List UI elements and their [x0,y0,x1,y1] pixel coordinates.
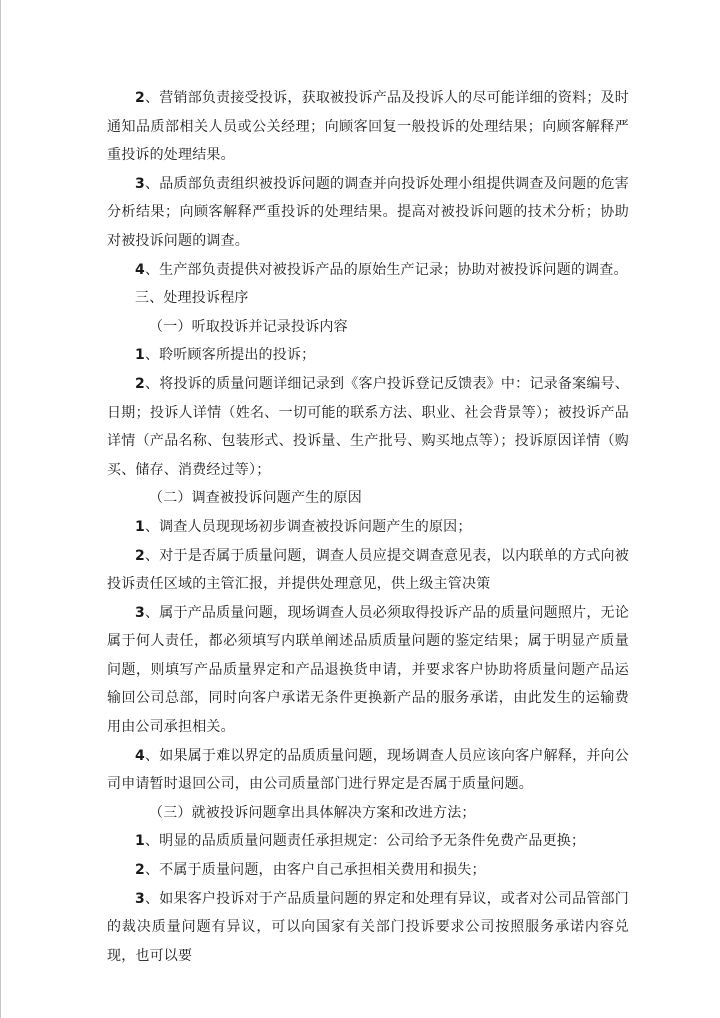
document-body [107,84,629,970]
item-number: 2 [135,547,145,564]
paragraph-text: 、聆听顾客所提出的投诉； [144,347,316,364]
item-number: 1 [135,833,145,850]
item-number: 3 [135,175,145,192]
subheading-record: （一）听取投诉并记录投诉内容 [149,318,348,335]
paragraph-text: 、将投诉的质量问题详细记录到《客户投诉登记反馈表》中：记录备案编号、日期；投诉人详情（姓名、一切可能的联系方法、职业、社会背景等）；被投诉产品详情（产品名称、包装形式、投诉量、生产批号、购买地点等）；投诉原因详情（购买、储存、消费经过等）； [107,375,629,478]
subheading-investigate: （二）调查被投诉问题产生的原因 [149,490,362,507]
paragraph-4-production [107,256,629,285]
paragraph-text: 、调查人员现现场初步调查被投诉问题产生的原因； [144,518,472,535]
item-number: 1 [135,347,145,364]
paragraph-text: 、品质部负责组织被投诉问题的调查并向投诉处理小组提供调查及问题的危害分析结果；向顾客解释严重投诉的处理结果。提高对被投诉问题的技术分析；协助对被投诉问题的调查。 [107,175,629,249]
paragraph-customer-bears [107,856,629,885]
paragraph-text: 、不属于质量问题，由客户自己承担相关费用和损失； [144,862,486,879]
paragraph-text: 、如果属于难以界定的品质质量问题，现场调查人员应该向客户解释，并向公司申请暂时退回公司，由公司质量部门进行界定是否属于质量问题。 [107,747,629,793]
paragraph-text: 、明显的品质质量问题责任承担规定：公司给予无条件免费产品更换； [144,833,586,850]
item-number: 4 [135,747,145,764]
item-number: 2 [135,862,145,879]
paragraph-2-marketing [107,84,629,170]
paragraph-3-quality [107,170,629,256]
item-number: 4 [135,261,145,278]
paragraph-hard-to-define [107,742,629,799]
section-heading-procedure: 三、处理投诉程序 [135,290,249,307]
page-left-edge [0,0,1,1018]
paragraph-text: 、如果客户投诉对于产品质量问题的界定和处理有异议，或者对公司品管部门的裁决质量问题有异议，可以向国家有关部门投诉要求公司按照服务承诺内容兑现，也可以要 [107,890,629,964]
paragraph-free-replacement [107,827,629,856]
paragraph-text: 、营销部负责接受投诉，获取被投诉产品及投诉人的尽可能详细的资料；及时通知品质部相关人员或公关经理；向顾客回复一般投诉的处理结果；向顾客解释严重投诉的处理结果。 [107,90,629,164]
paragraph-onsite [107,513,629,542]
item-number: 1 [135,518,145,535]
paragraph-quality-issue [107,599,629,742]
paragraph-text: 、生产部负责提供对被投诉产品的原始生产记录；协助对被投诉问题的调查。 [144,261,628,278]
item-number: 2 [135,375,145,392]
paragraph-objection [107,885,629,971]
paragraph-listen [107,341,629,370]
paragraph-text: 、属于产品质量问题，现场调查人员必须取得投诉产品的质量问题照片，无论属于何人责任，都必须填写内联单阐述品质质量问题的鉴定结果；属于明显产质量问题，则填写产品质量界定和产品退换货申请，并要求客户协助将质量问题产品运输回公司总部，同时向客户承诺无条件更换新产品的服务承诺，由此发生的运输费用由公司承担相关。 [107,604,629,736]
item-number: 3 [135,890,145,907]
item-number: 3 [135,604,145,621]
subheading-solution: （三）就被投诉问题拿出具体解决方案和改进方法； [149,804,476,821]
paragraph-record-form [107,370,629,484]
item-number: 2 [135,90,145,106]
paragraph-text: 、对于是否属于质量问题，调查人员应提交调查意见表，以内联单的方式向被投诉责任区域的主管汇报，并提供处理意见，供上级主管决策 [107,547,629,593]
paragraph-opinion [107,542,629,599]
